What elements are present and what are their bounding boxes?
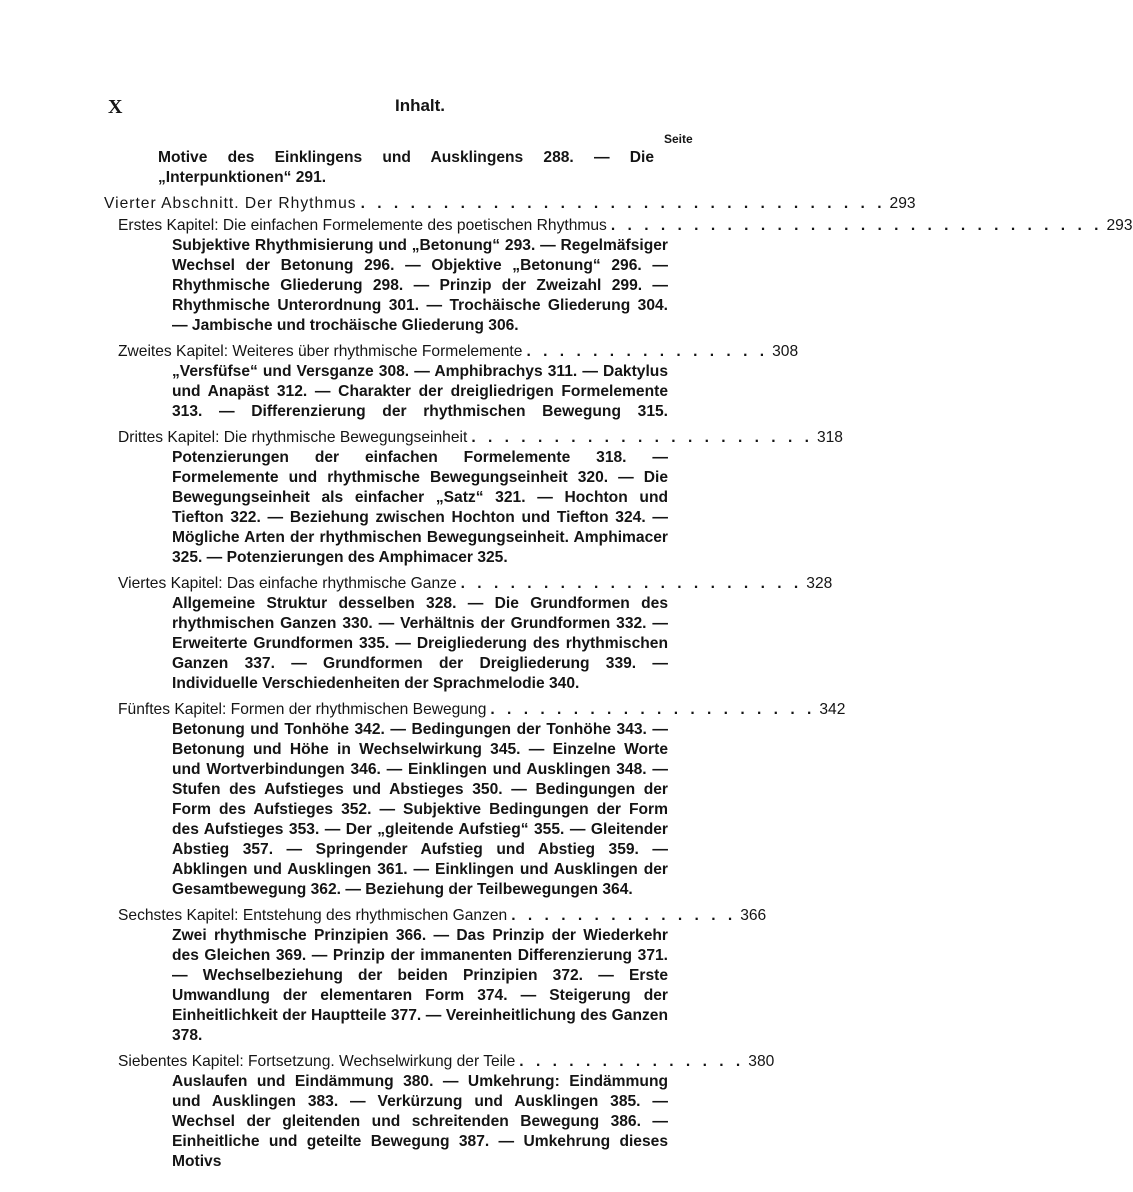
chapter-page-number: 308	[772, 343, 799, 360]
section-title: Vierter Abschnitt. Der Rhythmus	[104, 195, 357, 212]
page-title: Inhalt.	[394, 96, 446, 115]
toc-chapter-entry[interactable]	[118, 906, 767, 926]
chapter-description: Subjektive Rhythmisierung und „Betonung“ 293. — Regelmäfsiger Wechsel der Betonung 296. — Objektive „Betonung“ 296. — Rhythmische Gliederung 298. — Prinzip der Zweizahl 299. — Rhythmische Unterordnung 301. — Trochäische Gliederung 304. — Jambische und trochäische Gliederung 306.	[172, 237, 668, 334]
page-number: X	[108, 96, 123, 118]
chapter-page-number: 380	[748, 1053, 775, 1070]
continuation-text: Motive des Einklingens und Ausklingens 288. — Die „Interpunktionen“ 291.	[158, 149, 654, 186]
table-of-contents	[104, 148, 1133, 1172]
dot-leader: . . . . . . . . . . . . . . . . . . . . .	[460, 575, 803, 592]
chapter-description: Allgemeine Struktur desselben 328. — Die Grundformen des rhythmischen Ganzen 330. — Verhältnis der Grundformen 332. — Erweiterte Grundformen 335. — Dreigliederung des rhythmischen Ganzen 337. — Grundformen der Dreigliederung 339. — Individuelle Verschiedenheiten der Sprachmelodie 340.	[172, 595, 668, 692]
chapter-title: Zweites Kapitel: Weiteres über rhythmische Formelemente	[118, 343, 523, 360]
toc-chapter-entry[interactable]	[118, 574, 833, 594]
chapter-description: Auslaufen und Eindämmung 380. — Umkehrung: Eindämmung und Ausklingen 383. — Verkürzung und Ausklingen 385. — Wechsel der gleitenden und schreitenden Bewegung 386. — Einheitliche und geteilte Bewegung 387. — Umkehrung dieses Motivs	[172, 1073, 668, 1170]
chapter-page-number: 342	[819, 701, 846, 718]
toc-chapter-entry[interactable]	[118, 428, 843, 448]
toc-chapter-entry[interactable]	[118, 700, 846, 720]
toc-chapter-entry[interactable]	[118, 342, 799, 362]
chapter-description: „Versfüfse“ und Versganze 308. — Amphibrachys 311. — Daktylus und Anapäst 312. — Charakter der dreigliedrigen Formelemente 313. — Differenzierung der rhythmischen Bewegung 315.	[172, 363, 668, 420]
chapter-title: Drittes Kapitel: Die rhythmische Bewegungseinheit	[118, 429, 468, 446]
chapter-description: Zwei rhythmische Prinzipien 366. — Das Prinzip der Wiederkehr des Gleichen 369. — Prinzip der immanenten Differenzierung 371. — Wechselbeziehung der beiden Prinzipien 372. — Erste Umwandlung der elementaren Form 374. — Steigerung der Einheitlichkeit der Hauptteile 377. — Vereinheitlichung des Ganzen 378.	[172, 927, 668, 1044]
running-head	[0, 96, 840, 126]
chapter-description: Betonung und Tonhöhe 342. — Bedingungen der Tonhöhe 343. — Betonung und Höhe in Wechselwirkung 345. — Einzelne Worte und Wortverbindungen 346. — Einklingen und Ausklingen 348. — Stufen des Aufstieges und Abstieges 350. — Bedingungen der Form des Aufstieges 352. — Subjektive Bedingungen der Form des Aufstieges 353. — Der „gleitende Aufstieg“ 355. — Gleitender Abstieg 357. — Springender Aufstieg und Abstieg 359. — Abklingen und Ausklingen 361. — Einklingen und Ausklingen der Gesamtbewegung 362. — Beziehung der Teilbewegungen 364.	[172, 721, 668, 898]
chapter-page-number: 293	[1106, 217, 1133, 234]
toc-chapter	[118, 574, 833, 694]
chapter-title: Sechstes Kapitel: Entstehung des rhythmischen Ganzen	[118, 907, 508, 924]
section-page-number: 293	[889, 195, 916, 212]
dot-leader: . . . . . . . . . . . . . . . . . . . .	[490, 701, 816, 718]
dot-leader: . . . . . . . . . . . . . . . . . . . . . . . . . . . . . . . .	[360, 195, 886, 212]
dot-leader: . . . . . . . . . . . . . . . . . . . . . . . . . . . . . .	[610, 217, 1103, 234]
dot-leader: . . . . . . . . . . . . . . .	[526, 343, 769, 360]
toc-section-entry[interactable]	[104, 194, 916, 214]
toc-chapter	[118, 428, 843, 568]
toc-chapter	[118, 700, 846, 900]
chapter-title: Siebentes Kapitel: Fortsetzung. Wechselwirkung der Teile	[118, 1053, 516, 1070]
chapter-title: Viertes Kapitel: Das einfache rhythmische Ganze	[118, 575, 457, 592]
chapter-description: Potenzierungen der einfachen Formelemente 318. — Formelemente und rhythmische Bewegungseinheit 320. — Die Bewegungseinheit als einfacher „Satz“ 321. — Hochton und Tiefton 322. — Beziehung zwischen Hochton und Tiefton 324. — Mögliche Arten der rhythmischen Bewegungseinheit. Amphimacer 325. — Potenzierungen des Amphimacer 325.	[172, 449, 668, 566]
dot-leader: . . . . . . . . . . . . . .	[519, 1053, 745, 1070]
dot-leader: . . . . . . . . . . . . . . . . . . . . .	[471, 429, 813, 446]
chapter-title: Erstes Kapitel: Die einfachen Formelemente des poetischen Rhythmus	[118, 217, 607, 234]
chapter-page-number: 366	[740, 907, 767, 924]
toc-chapter	[118, 342, 799, 422]
chapter-page-number: 318	[816, 429, 843, 446]
seite-column-label: Seite	[664, 132, 693, 146]
toc-chapter	[118, 216, 1133, 336]
toc-chapter-entry[interactable]	[118, 1052, 775, 1072]
dot-leader: . . . . . . . . . . . . . .	[511, 907, 737, 924]
toc-chapter	[118, 1052, 775, 1172]
toc-chapter-entry[interactable]	[118, 216, 1133, 236]
chapter-page-number: 328	[806, 575, 833, 592]
toc-chapter	[118, 906, 767, 1046]
chapter-title: Fünftes Kapitel: Formen der rhythmischen Bewegung	[118, 701, 487, 718]
